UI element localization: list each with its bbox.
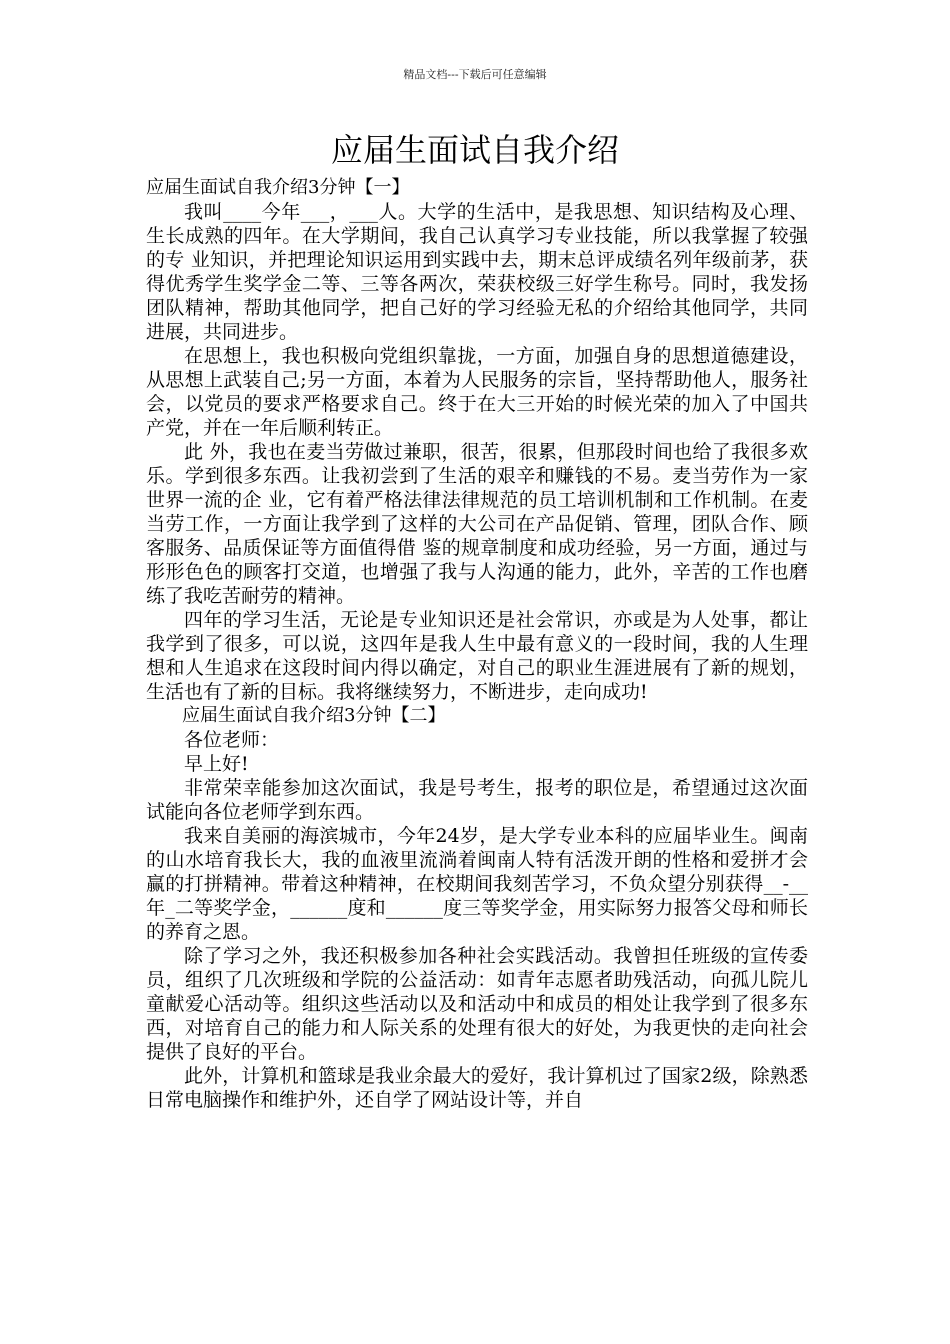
paragraph: 四年的学习生活，无论是专业知识还是社会常识，亦或是为人处事，都让我学到了很多，可以说，这四年是我人生中最有意义的一段时间，我的人生理想和人生追求在这段时间内得以确定，对自己的职业生涯进展有了新的规划，生活也有了新的目标。我将继续努力，不断进步，走向成功! [146,609,808,703]
paragraph: 在思想上，我也积极向党组织靠拢，一方面，加强自身的思想道德建设，从思想上武装自己;另一方面，本着为人民服务的宗旨，坚持帮助他人，服务社会，以党员的要求严格要求自己。终于在大三开始的时候光荣的加入了中国共产党，并在一年后顺利转正。 [146,345,808,439]
document-body [146,176,808,1112]
document-title: 应届生面试自我介绍 [330,131,619,169]
paragraph: 此外，计算机和篮球是我业余最大的爱好，我计算机过了国家2级，除熟悉日常电脑操作和维护外，还自学了网站设计等，并自 [146,1065,808,1111]
greeting-line: 早上好! [184,753,249,775]
section-heading-1: 应届生面试自我介绍3分钟【一】 [146,177,410,198]
paragraph: 除了学习之外，我还积极参加各种社会实践活动。我曾担任班级的宣传委员，组织了几次班级和学院的公益活动：如青年志愿者助残活动，向孤儿院儿童献爱心活动等。组织这些活动以及和活动中和成员的相处让我学到了很多东西，对培育自己的能力和人际关系的处理有很大的好处，为我更快的走向社会提供了良好的平台。 [146,945,808,1063]
paragraph: 我叫____今年___，___人。大学的生活中，是我思想、知识结构及心理、生长成熟的四年。在大学期间，我自己认真学习专业技能，所以我掌握了较强的专 业知识，并把理论知识运用到实践中去，期末总评成绩名列年级前茅，获得优秀学生奖学金二等、三等各两次，荣获校级三好学生称号。同时，我发扬团队精神，帮助其他同学，把自己好的学习经验无私的介绍给其他同学，共同进展，共同进步。 [146,201,808,343]
greeting-line: 各位老师： [184,729,280,751]
section-heading-2: 应届生面试自我介绍3分钟【二】 [182,705,446,726]
paragraph: 此 外，我也在麦当劳做过兼职，很苦，很累，但那段时间也给了我很多欢乐。学到很多东西。让我初尝到了生活的艰辛和赚钱的不易。麦当劳作为一家世界一流的企 业，它有着严格法律法律规范的员工培训机制和工作机制。在麦当劳工作，一方面让我学到了这样的大公司在产品促销、管理，团队合作、顾客服务、品质保证等方面值得借 鉴的规章制度和成功经验，另一方面，通过与形形色色的顾客打交道，也增强了我与人沟通的能力，此外，辛苦的工作也磨练了我吃苦耐劳的精神。 [146,441,808,607]
paragraph: 我来自美丽的海滨城市，今年24岁，是大学专业本科的应届毕业生。闽南的山水培育我长大，我的血液里流淌着闽南人特有活泼开朗的性格和爱拼才会赢的打拼精神。带着这种精神，在校期间我刻苦学习，不负众望分别获得__-__年_二等奖学金，______度和______度三等奖学金，用实际努力报答父母和师长的养育之恩。 [146,825,808,943]
page-header: 精品文档---下载后可任意编辑 [403,68,547,81]
paragraph: 非常荣幸能参加这次面试，我是号考生，报考的职位是，希望通过这次面试能向各位老师学到东西。 [146,777,808,823]
